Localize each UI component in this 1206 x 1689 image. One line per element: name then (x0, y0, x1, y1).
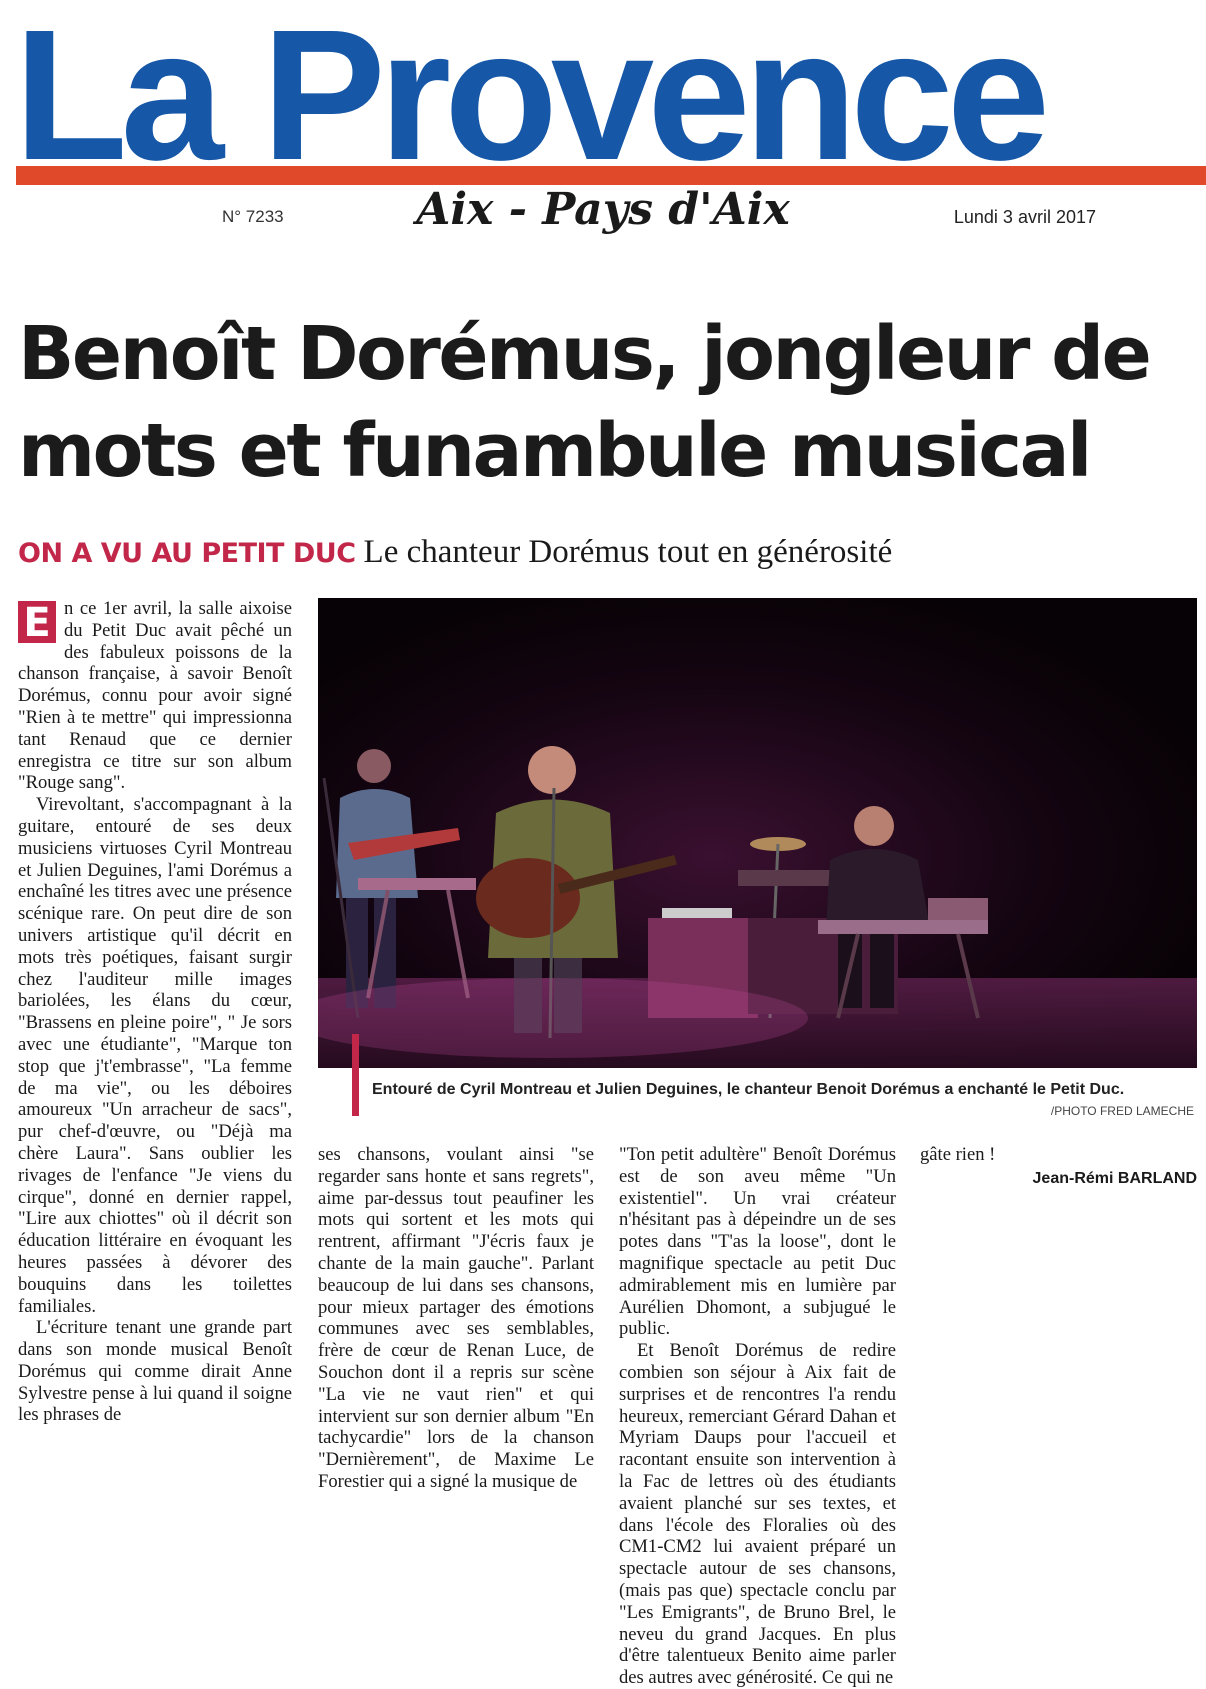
masthead-red-rule (16, 166, 1206, 185)
article-kicker: ON A VU AU PETIT DUC (18, 538, 356, 569)
body-paragraph (18, 598, 292, 794)
issue-date: Lundi 3 avril 2017 (953, 207, 1096, 227)
edition-name: Aix - Pays d'Aix (416, 184, 790, 235)
caption-accent-bar (352, 1034, 359, 1116)
drop-cap: E (18, 601, 56, 643)
body-paragraph: Virevoltant, s'accompagnant à la guitare, entouré de ses deux musiciens virtuoses Cyril Montreau et Julien Deguines, l'ami Dorémus a enchaîné les titres avec une présence scénique rare. On peut dire de son univers artistique qu'il décrit en mots très poétiques, faisant surgir chez l'auditeur mille images bariolées, les élans du cœur, "Brassens en pleine poire", " Je sors avec une étudiante", "Marque ton stop que j't'embrasse", "La femme de ma vie", ou les déboires amoureux "Un arracheur de sacs", pur chef-d'œuvre, ou "Déjà ma chère Laura". Sans oublier les rivages de l'enfance "Je viens du cirque", donné en dernier rappel, "Lire aux chiottes" où il décrit son éducation littéraire en évoquant les heures passées à dévorer des bouquins dans les toilettes familiales. (18, 794, 292, 1317)
article-headline: Benoît Dorémus, jongleur de mots et funambule musical (18, 311, 1150, 494)
photo-caption: Entouré de Cyril Montreau et Julien Deguines, le chanteur Benoit Dorémus a enchanté le Petit Duc. (372, 1081, 1125, 1098)
body-paragraph: L'écriture tenant une grande part dans son monde musical Benoît Dorémus qui comme dirait Anne Sylvestre pense à lui quand il soigne les phrases de (18, 1317, 292, 1426)
concert-photo-illustration (318, 598, 1197, 1068)
body-column-4 (920, 1144, 1197, 1190)
body-column-3 (619, 1144, 896, 1689)
paragraph-text: n ce 1er avril, la salle aixoise du Petit Duc avait pêché un des fabuleux poissons de la chanson française, à savoir Benoît Dorémus, connu pour avoir signé "Rien à te mettre" qui impressionna tant Renaud que ce dernier enregistra ce titre sur son album "Rouge sang". (18, 598, 292, 794)
body-paragraph-continued: "Ton petit adultère" Benoît Dorémus est de son aveu même "Un existentiel". Un vrai créateur n'hésitant pas à dépeindre un de ses potes dans "T'as la loose", dont le magnifique spectacle au petit Duc admirablement mis en lumière par Aurélien Dhomont, a subjugué le public. (619, 1144, 896, 1340)
photo-credit: /PHOTO FRED LAMECHE (1050, 1104, 1194, 1118)
body-paragraph-continued: gâte rien ! (920, 1144, 996, 1165)
kicker-line (18, 534, 892, 571)
concert-photo (318, 598, 1197, 1068)
article-author: Jean-Rémi BARLAND (1032, 1169, 1197, 1187)
body-column-2 (318, 1144, 594, 1493)
newspaper-logo: La Provence (14, 6, 1044, 166)
article-subhead: Le chanteur Dorémus tout en générosité (363, 534, 893, 570)
issue-number: N° 7233 (222, 207, 284, 226)
body-paragraph: Et Benoît Dorémus de redire combien son séjour à Aix fait de surprises et de rencontres l'a rendu heureux, remerciant Gérard Dahan et Myriam Daups pour l'accueil et racontant ensuite son intervention à la Fac de lettres où des étudiants avaient planché sur ses textes, et dans l'école des Floralies où des CM1-CM2 lui avaient préparé un spectacle autour de ses chansons, (mais pas que) spectacle conclu par "Les Emigrants", de Bruno Brel, le neveu du grand Jacques. En plus d'être talentueux Benito aime parler des autres avec générosité. Ce qui ne (619, 1340, 896, 1689)
body-column-1 (18, 598, 292, 1426)
body-paragraph: ses chansons, voulant ainsi "se regarder sans honte et sans regrets", aime par-dessus tout peaufiner les mots qui sortent et les mots qui rentrent, affirmant "J'écris faux je chante de la main gauche". Parlant beaucoup de lui dans ses chansons, pour mieux partager des émotions communes avec ses semblables, frère de cœur de Renan Luce, de Souchon dont il a repris sur scène "La vie ne vaut rien" et qui intervient sur son dernier album "En tachycardie" lors de la chanson "Dernièrement", de Maxime Le Forestier qui a signé la musique de (318, 1144, 594, 1492)
